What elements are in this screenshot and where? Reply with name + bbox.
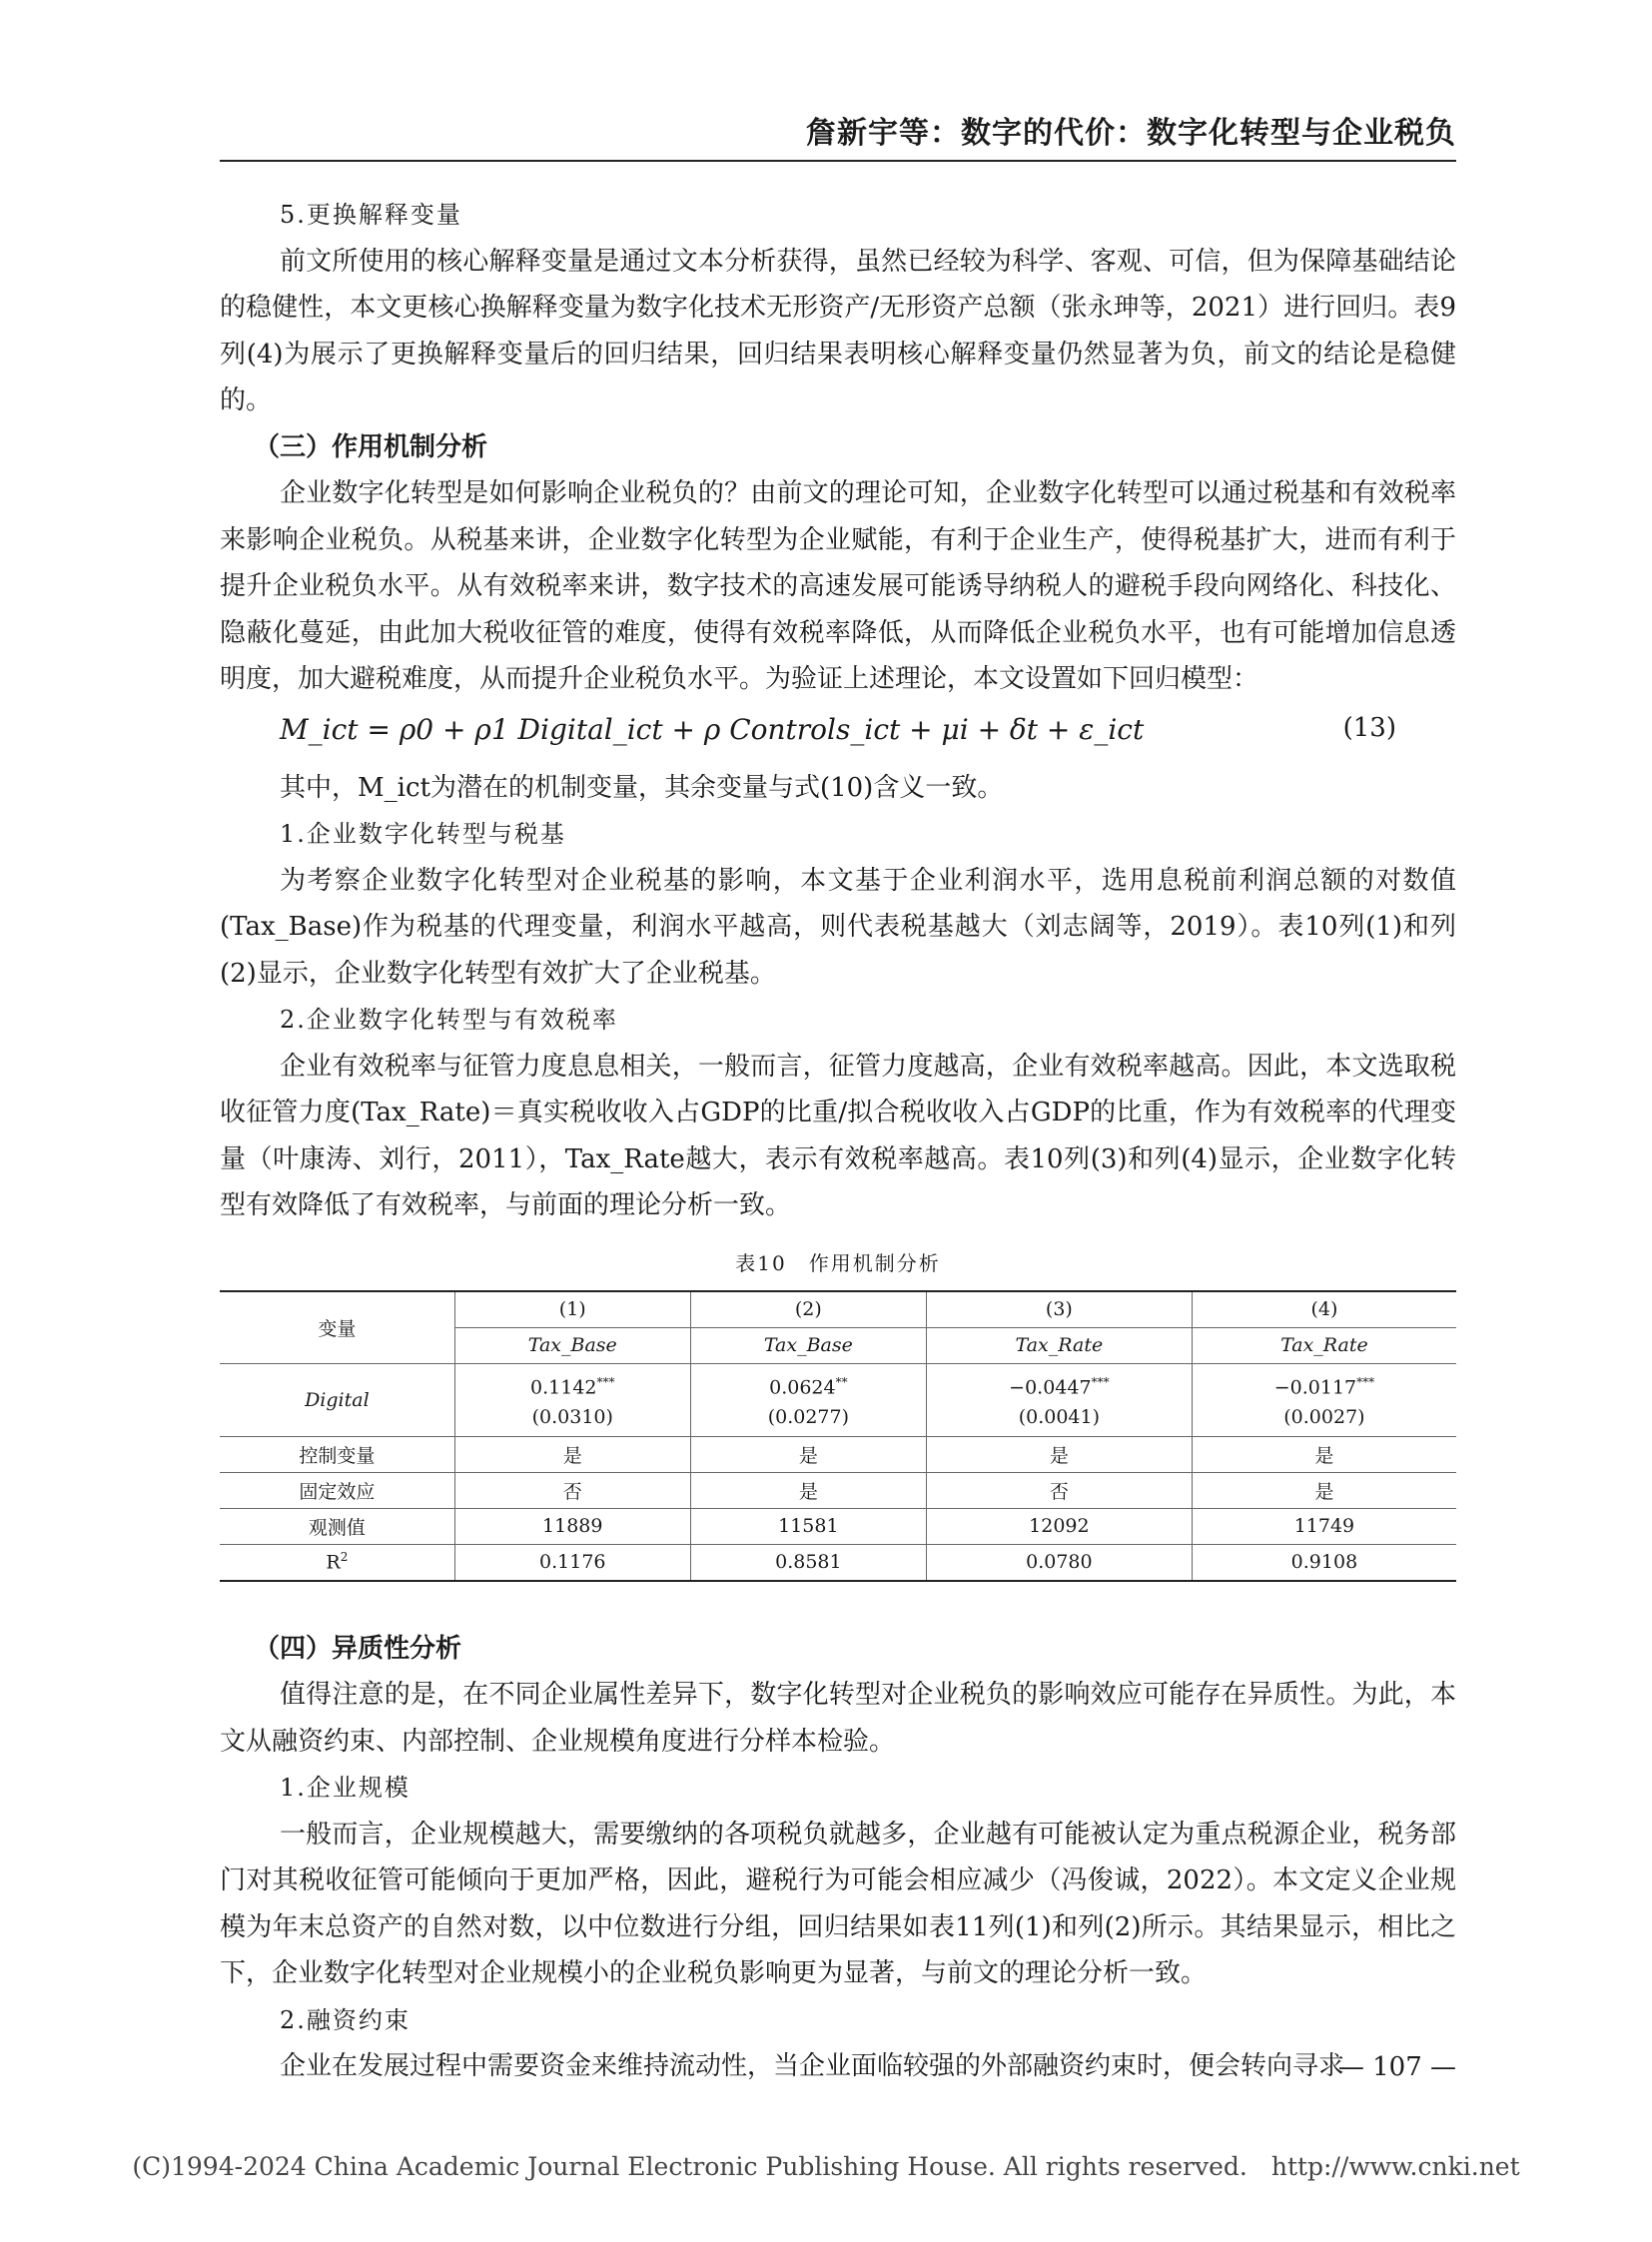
- subsection-title-financing-constraint: 2.融资约束: [280, 2005, 411, 2034]
- table-10: [220, 1290, 1456, 1582]
- paragraph-mechanism: 企业数字化转型是如何影响企业税负的？由前文的理论可知，企业数字化转型可以通过税基和有效税率来影响企业税负。从税基来讲，企业数字化转型为企业赋能，有利于企业生产，使得税基扩大，进而有利于提升企业税负水平。从有效税率来讲，数字技术的高速发展可能诱导纳税人的避税手段向网络化、科技化、隐蔽化蔓延，由此加大税收征管的难度，使得有效税率降低，从而降低企业税负水平，也有可能增加信息透明度，加大避税难度，从而提升企业税负水平。为验证上述理论，本文设置如下回归模型：: [220, 478, 1456, 694]
- r-squared-exponent: 2: [340, 1550, 349, 1565]
- table-cell-digital-4: [1192, 1363, 1456, 1436]
- subsection-title-tax-base: 1.企业数字化转型与税基: [280, 820, 566, 848]
- page-number: — 107 —: [1337, 2052, 1456, 2082]
- coef-value: −0.0117: [1273, 1376, 1357, 1399]
- subsection-title-tax-rate: 2.企业数字化转型与有效税率: [280, 1006, 618, 1034]
- table-cell-r2-2: 0.8581: [690, 1544, 926, 1581]
- table-row-label-fixed-effects: 固定效应: [220, 1472, 454, 1508]
- table-cell-fixed-1: 否: [454, 1472, 690, 1508]
- table-header-variable: 变量: [220, 1291, 454, 1364]
- r-squared-symbol: R: [326, 1551, 341, 1574]
- footer-link[interactable]: http://www.cnki.net: [1270, 2152, 1520, 2181]
- table-dep-var-4: Tax_Rate: [1192, 1327, 1456, 1363]
- table-cell-fixed-3: 否: [926, 1472, 1192, 1508]
- paragraph-tax-rate: 企业有效税率与征管力度息息相关，一般而言，征管力度越高，企业有效税率越高。因此，本文选取税收征管力度(Tax_Rate)＝真实税收收入占GDP的比重/拟合税收收入占GDP的比重，作为有效税率的代理变量（叶康涛、刘行，2011），Tax_Rate越大，表示有效税率越高。表10列(3)和列(4)显示，企业数字化转型有效降低了有效税率，与前面的理论分析一致。: [220, 1051, 1456, 1220]
- equation-number: (13): [1342, 712, 1396, 743]
- table-cell-obs-4: 11749: [1192, 1508, 1456, 1544]
- table-col-num-2: (2): [690, 1291, 926, 1328]
- table-row-label-controls: 控制变量: [220, 1436, 454, 1472]
- coef-value: 0.1142: [530, 1376, 597, 1399]
- equation-13: [220, 703, 1456, 765]
- paragraph-heterogeneity: 值得注意的是，在不同企业属性差异下，数字化转型对企业税负的影响效应可能存在异质性。为此，本文从融资约束、内部控制、企业规模角度进行分样本检验。: [220, 1680, 1456, 1757]
- table-cell-obs-1: 11889: [454, 1508, 690, 1544]
- table-cell-controls-3: 是: [926, 1436, 1192, 1472]
- table-col-num-3: (3): [926, 1291, 1192, 1328]
- std-error: (0.0027): [1283, 1406, 1365, 1429]
- table-cell-fixed-2: 是: [690, 1472, 926, 1508]
- table-cell-obs-3: 12092: [926, 1508, 1192, 1544]
- subsection-title-replace-variable: 5.更换解释变量: [280, 201, 462, 229]
- significance-stars: ***: [1091, 1374, 1110, 1389]
- table-cell-digital-3: [926, 1363, 1192, 1436]
- table-dep-var-3: Tax_Rate: [926, 1327, 1192, 1363]
- heterogeneity-section: [220, 1626, 1456, 2090]
- subsection-title-firm-size: 1.企业规模: [280, 1774, 411, 1802]
- coef-value: 0.0624: [769, 1376, 836, 1399]
- paragraph-replace-variable: 前文所使用的核心解释变量是通过文本分析获得，虽然已经较为科学、客观、可信，但为保障基础结论的稳健性，本文更核心换解释变量为数字化技术无形资产/无形资产总额（张永珅等，2021）进行回归。表9列(4)为展示了更换解释变量后的回归结果，回归结果表明核心解释变量仍然显著为负，前文的结论是稳健的。: [220, 246, 1456, 415]
- paragraph-firm-size: 一般而言，企业规模越大，需要缴纳的各项税负就越多，企业越有可能被认定为重点税源企业，税务部门对其税收征管可能倾向于更加严格，因此，避税行为可能会相应减少（冯俊诚，2022）。本文定义企业规模为年末总资产的自然对数，以中位数进行分组，回归结果如表11列(1)和列(2)所示。其结果显示，相比之下，企业数字化转型对企业规模小的企业税负影响更为显著，与前文的理论分析一致。: [220, 1819, 1456, 1988]
- table-cell-digital-2: [690, 1363, 926, 1436]
- table-cell-controls-4: 是: [1192, 1436, 1456, 1472]
- paragraph-financing-constraint: 企业在发展过程中需要资金来维持流动性，当企业面临较强的外部融资约束时，便会转向寻求: [280, 2051, 1345, 2081]
- article-body: [220, 192, 1456, 2090]
- table-cell-controls-2: 是: [690, 1436, 926, 1472]
- table-col-num-4: (4): [1192, 1291, 1456, 1328]
- table-cell-r2-1: 0.1176: [454, 1544, 690, 1581]
- table-row-label-digital: Digital: [220, 1363, 454, 1436]
- coef-value: −0.0447: [1009, 1376, 1092, 1399]
- copyright-footer: [0, 2152, 1652, 2181]
- section-title-heterogeneity: （四）异质性分析: [254, 1633, 462, 1664]
- header-rule: [220, 160, 1456, 162]
- table-row-label-observations: 观测值: [220, 1508, 454, 1544]
- table-cell-fixed-4: 是: [1192, 1472, 1456, 1508]
- equation-text: M_ict = ρ0 + ρ1 Digital_ict + ρ Controls_ict + μi + δt + ε_ict: [280, 712, 1145, 746]
- std-error: (0.0310): [531, 1406, 613, 1429]
- table-cell-r2-4: 0.9108: [1192, 1544, 1456, 1581]
- table-dep-var-2: Tax_Base: [690, 1327, 926, 1363]
- paragraph-equation-note: 其中，M_ict为潜在的机制变量，其余变量与式(10)含义一致。: [280, 772, 1004, 803]
- table-caption: 表10 作用机制分析: [735, 1250, 941, 1275]
- table-cell-obs-2: 11581: [690, 1508, 926, 1544]
- running-title: 詹新宇等：数字的代价：数字化转型与企业税负: [806, 116, 1456, 151]
- table-cell-digital-1: [454, 1363, 690, 1436]
- significance-stars: **: [835, 1374, 848, 1389]
- std-error: (0.0277): [767, 1406, 850, 1429]
- table-row-label-r-squared: [220, 1544, 454, 1581]
- table-cell-controls-1: 是: [454, 1436, 690, 1472]
- section-title-mechanism: （三）作用机制分析: [254, 431, 488, 462]
- table-dep-var-1: Tax_Base: [454, 1327, 690, 1363]
- std-error: (0.0041): [1018, 1406, 1101, 1429]
- significance-stars: ***: [596, 1374, 615, 1389]
- copyright-text: (C)1994-2024 China Academic Journal Electronic Publishing House. All rights reserved.: [132, 2152, 1247, 2181]
- paragraph-tax-base: 为考察企业数字化转型对企业税基的影响，本文基于企业利润水平，选用息税前利润总额的对数值(Tax_Base)作为税基的代理变量，利润水平越高，则代表税基越大（刘志阔等，2019）。表10列(1)和列(2)显示，企业数字化转型有效扩大了企业税基。: [220, 865, 1456, 989]
- table-cell-r2-3: 0.0780: [926, 1544, 1192, 1581]
- significance-stars: ***: [1356, 1374, 1375, 1389]
- table-col-num-1: (1): [454, 1291, 690, 1328]
- equation-formula: [280, 713, 1144, 746]
